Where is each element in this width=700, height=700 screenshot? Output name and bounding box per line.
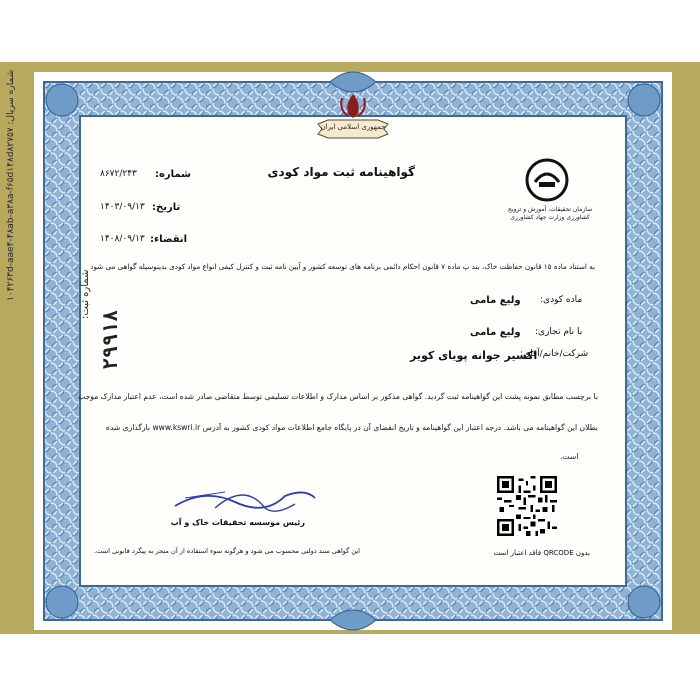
government-document-note: این گواهی سند دولتی محسوب می شود و هرگونه سوء استفاده از آن منجر به پیگرد قانونی است.	[94, 547, 360, 555]
trade-name-value: ولیع مامی	[470, 327, 521, 338]
date-value: ۱۴۰۳/۰۹/۱۳	[100, 202, 145, 212]
company-value: اکسیر جوانه پویای کویر	[410, 349, 538, 362]
qr-code	[497, 476, 557, 536]
company-label: شرکت/خانم/آقای:	[520, 349, 589, 359]
paragraph-2: بطلان این گواهینامه می باشد. درجه اعتبار این گواهینامه و تاریخ انقضای آن در پایگاه جامع اطلاعات مواد کودی کشور به آدرس www.kswri.ir بارگذاری شده	[105, 423, 598, 432]
page-title: گواهینامه ثبت مواد کودی	[267, 165, 415, 179]
number-label: شماره:	[155, 169, 191, 180]
org-line-2: کشاورزی وزارت جهاد کشاورزی	[510, 214, 590, 221]
jihad-agriculture-logo-icon	[525, 158, 569, 202]
paragraph-3: است.	[560, 452, 579, 461]
republic-label: جمهوری اسلامی ایران	[320, 123, 386, 131]
expiry-value: ۱۴۰۸/۰۹/۱۳	[100, 234, 145, 244]
registration-number-label: شماره ثبت:	[80, 270, 91, 320]
org-line-1: سازمان تحقیقات، آموزش و ترویج	[507, 206, 593, 213]
material-value: ولیع مامی	[470, 295, 521, 306]
intro-text: به استناد ماده ۱۵ قانون حفاظت خاک، بند پ ماده ۷ قانون احکام دائمی برنامه های توسعه کشور و آیین نامه ثبت و کنترل کیفی انواع مواد کودی بدینوسیله گواهی می شود	[90, 262, 595, 271]
expiry-label: انقضاء:	[150, 234, 188, 245]
director-signature	[165, 478, 325, 518]
qr-validity-note: بدون QRCODE فاقد اعتبار است	[493, 549, 590, 557]
signer-title: رئیس موسسه تحقیقات خاک و آب	[170, 518, 305, 527]
material-label: ماده کودی:	[540, 295, 583, 305]
paragraph-1: با برچسب مطابق نمونه پشت این گواهینامه ثبت گردید. گواهی مذکور بر اساس مدارک و اطلاعات تسلیمی توسط متقاضی صادر شده است، عدم اعتبار مدارک موجب	[78, 392, 598, 401]
trade-name-label: با نام تجاری:	[535, 327, 583, 337]
iran-emblem-icon	[336, 92, 370, 120]
date-label: تاریخ:	[152, 202, 181, 213]
registration-number: ۲۹۹۱۸	[98, 309, 122, 371]
side-serial-number: شماره سریال: ۱۰۴۲۶۳d-aae۴-۴۸ab-a۳۸a-f۶۵d۱۴۸d۸۲۷۵۷	[6, 70, 16, 302]
number-value: ۸۶۷۲/۲۴۳	[100, 169, 137, 179]
